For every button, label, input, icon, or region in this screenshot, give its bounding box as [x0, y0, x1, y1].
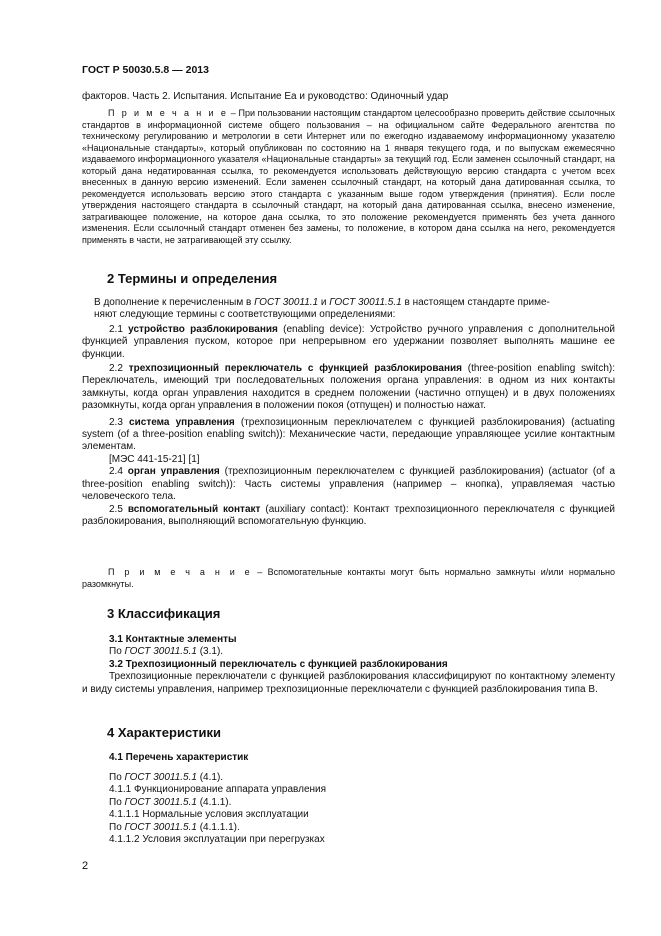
list-line: По ГОСТ 30011.5.1 (4.1.1).: [109, 796, 232, 808]
subsection-4-1-title: 4.1 Перечень характеристик: [109, 752, 249, 763]
list-line: По ГОСТ 30011.5.1 (4.1).: [109, 772, 224, 783]
note-references: [82, 108, 615, 246]
lead-paragraph-cont: няют следующие термины с соответствующими определениями:: [94, 309, 396, 321]
subsection-3-1-title: 3.1 Контактные элементы: [109, 634, 237, 645]
section-3-body: [82, 634, 615, 696]
section-2-body: [82, 297, 615, 528]
note-auxiliary-contacts: [82, 567, 615, 590]
list-line: По ГОСТ 30011.5.1 (4.1.1.1).: [109, 821, 240, 833]
page-number: 2: [82, 860, 89, 872]
ref-gost-30011-1: ГОСТ 30011.1: [254, 297, 319, 308]
note-text: – При пользовании настоящим стандартом целесообразно проверить действие ссылочных стандартов в информационной системе общего пользования – на официальном сайте Федерального агентства по техническому регулированию и метрологии в сети Интернет или по ежегодно издаваемому информационному указателю «Национальные стандарты», который опубликован по состоянию на 1 января текущего года, и по выпускам ежемесячно издаваемого информационного указателя «Национальные стандарты» за текущий год. Если заменен ссылочный стандарт, на который дана недатированная ссылка, то рекомендуется использовать действующую версию стандарта с учетом всех внесенных в данную версию изменений. Если заменен ссылочный стандарт, на который дана датированная ссылка, то рекомендуется использовать версию этого стандарта с указанным выше годом утверждения (принятия). Если после утверждения настоящего стандарта в ссылочный стандарт, на который дана датированная ссылка, внесено изменение, затрагивающее положение, на которое дана ссылка, то это положение рекомендуется применять без учета данного изменения. Если ссылочный стандарт отменен без замены, то положение, в котором дана ссылка на него, рекомендуется применять в части, не затрагивающей эту ссылку.: [82, 108, 615, 245]
section-3-heading: 3 Классификация: [107, 606, 221, 621]
ref-gost-30011-5-1: ГОСТ 30011.5.1: [329, 297, 402, 308]
section-2-heading: 2 Термины и определения: [107, 271, 278, 286]
subsection-3-1-text: По ГОСТ 30011.5.1 (3.1).: [109, 646, 224, 658]
lead-paragraph: В дополнение к перечисленным в ГОСТ 30011.1 и ГОСТ 30011.5.1 в настоящем стандарте приме-: [94, 297, 550, 308]
list-line: 4.1.1.1 Нормальные условия эксплуатации: [109, 809, 309, 821]
term-2-4-name: орган управления: [127, 466, 220, 478]
term-2-3-reference: [МЭС 441-15-21] [1]: [109, 453, 200, 465]
term-2-2: 2.2 трехпозиционный переключатель с функцией разблокирования (three-position enabling switch): Переключатель, имеющий три последовательных положения органа управления: в одном из них контакты замкнуты, когда орган управления находится в среднем положении (частично отпущен) и в двух положениях разомкнуты, когда орган управления в положении покоя (отпущен) и полностью нажат.: [82, 363, 615, 412]
section-4-list: [109, 772, 326, 846]
term-2-1-name: устройство разблокирования: [128, 323, 278, 335]
section-4-heading: 4 Характеристики: [107, 725, 222, 740]
term-2-5-name: вспомогательный контакт: [127, 503, 261, 515]
term-2-3: 2.3 система управления (трехпозиционным переключателем с функцией разблокирования) (actuating system (of a three-position enabling switch)): Механические части, передающие управляющее усилие контактным элементам.: [82, 416, 615, 453]
term-2-5: 2.5 вспомогательный контакт (auxiliary contact): Контакт трехпозиционного переключателя с функцией разблокирования, выполняющий вспомогательную функцию.: [82, 503, 615, 527]
list-line: 4.1.1 Функционирование аппарата управления: [109, 784, 327, 796]
subsection-3-2-text: Трехпозиционные переключатели с функцией разблокирования классифицируют по контактному элементу и виду системы управления, например трехпозиционные переключатели с функцией разблокирования типа В.: [82, 671, 615, 695]
list-line: 4.1.1.2 Условия эксплуатации при перегрузках: [109, 834, 325, 846]
document-header: ГОСТ Р 50030.5.8 — 2013: [82, 64, 209, 76]
term-2-2-name: трехпозиционный переключатель с функцией разблокирования: [128, 363, 462, 375]
note-label: П р и м е ч а н и е: [108, 108, 229, 118]
note2-label: П р и м е ч а н и е: [108, 567, 252, 577]
note2-text: – Вспомогательные контакты могут быть нормально замкнуты и/или нормально разомкнуты.: [82, 567, 615, 589]
intro-line: факторов. Часть 2. Испытания. Испытание Еа и руководство: Одиночный удар: [82, 91, 449, 102]
term-2-1: 2.1 устройство разблокирования (enabling device): Устройство ручного управления с дополнительной функцией управления пуском, которое при непрерывном его удержании позволяет выполнять машине ее функции.: [82, 323, 615, 360]
term-2-4: 2.4 орган управления (трехпозиционным переключателем с функцией разблокирования) (actuator (of a three-position enabling switch)): Часть системы управления (например – кнопка), управляемая частью человеческого тела.: [82, 466, 616, 503]
term-2-3-name: система управления: [129, 416, 235, 428]
subsection-3-2-title: 3.2 Трехпозиционный переключатель с функцией разблокирования: [109, 658, 448, 670]
